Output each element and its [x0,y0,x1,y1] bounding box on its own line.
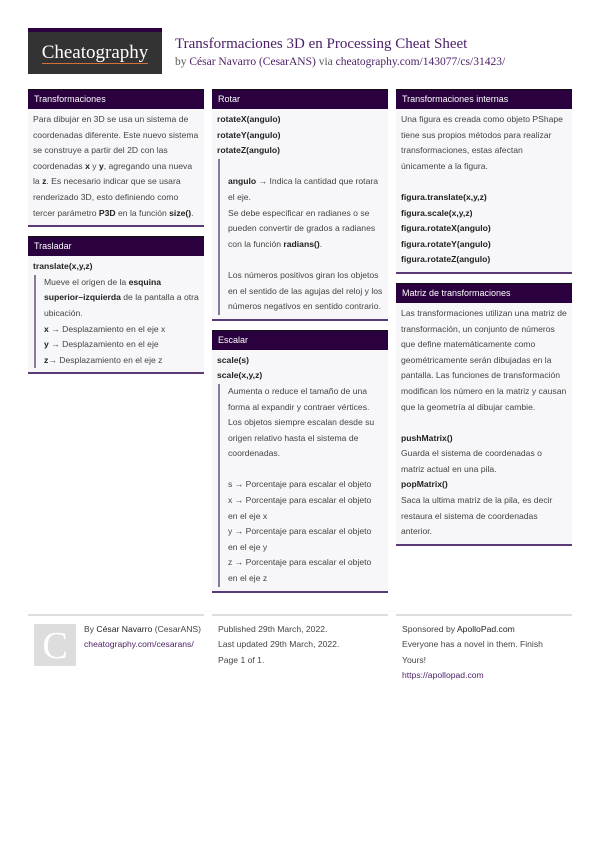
section-header: Matriz de transformaciones [396,283,572,303]
sponsor-tagline: Everyone has a novel in them. Finish Yours! [402,639,543,665]
text: Guarda el sistema de coordenadas o matriz actual en una pila. [401,448,542,474]
text: → Desplazamiento en el eje [48,339,159,350]
cheatography-logo[interactable] [28,28,162,74]
section-body [396,109,572,272]
section-header: Escalar [212,330,388,350]
section-body [28,256,204,372]
spacer [228,159,383,175]
column-1 [28,89,204,383]
bold-text: x [85,160,90,171]
page-number: Page 1 of 1. [218,654,265,665]
sponsor-link[interactable]: https://apollopad.com [402,670,484,681]
code-line: translate(x,y,z) [33,261,93,272]
paragraph [44,322,199,338]
paragraph [401,252,567,268]
text: → Indica la cantidad que rotara el eje. [228,176,378,202]
paragraph [401,206,567,222]
logo-text: Cheatography [41,41,149,63]
via-label: via [318,56,333,68]
paragraph [228,524,383,555]
published-date: Published 29th March, 2022. [218,623,328,634]
text: Los números positivos giran los objetos en el sentido de las agujas del reloj y los números negativos en sentido contrario. [228,269,383,312]
section-header: Transformaciones internas [396,89,572,109]
author-avatar: C [34,624,76,666]
code-line: scale(s) [217,354,250,365]
footer [0,614,600,684]
bold-text: figura.rotateX(angulo) [401,223,491,234]
text: de la pantalla a otra ubicación. [44,292,199,318]
bold-text: popMatrix() [401,479,448,490]
section-transformaciones-internas [396,89,572,274]
footer-author [28,614,204,684]
text: Se debe especificar en radianes o se pueden convertir de grados a radianes con la función [228,207,376,249]
paragraph [401,493,567,540]
spacer [228,252,383,268]
paragraph [228,493,383,524]
paragraph [228,268,383,315]
section-header: Transformaciones [28,89,204,109]
text: . [319,238,323,249]
text: Mueve el origen de la [44,276,129,287]
byline [175,55,505,69]
paragraph [401,477,567,493]
sponsor-name[interactable]: ApolloPad.com [456,623,515,634]
sheet-url-link[interactable]: cheatography.com/143077/cs/31423/ [335,56,506,68]
text: Para dibujar en 3D se usa un sistema de coordenadas diferente. Este nuevo sistema se construye a partir del 2D con las coordenadas [33,114,199,171]
author-name[interactable]: César Navarro [96,623,153,634]
text: s → Porcentaje para escalar el objeto [228,479,372,490]
footer-dates [212,614,388,684]
footer-sponsor [396,614,572,684]
profile-link[interactable]: cheatography.com/cesarans/ [84,639,194,650]
section-escalar [212,330,388,593]
text: Saca la ultima matriz de la pila, es decir restaura el sistema de coordenadas anterior. [401,495,553,537]
bold-text: figura.rotateY(angulo) [401,238,491,249]
section-body [212,109,388,319]
bold-text: radians() [283,238,320,249]
bold-text: size() [169,207,192,218]
by-label: by [175,56,187,68]
text: . [191,207,194,218]
section-rotar [212,89,388,321]
bold-text: figura.scale(x,y,z) [401,207,473,218]
paragraph [401,446,567,477]
page-title: Transformaciones 3D en Processing Cheat Sheet [175,36,468,52]
paragraph [33,112,199,221]
bold-text: esquina superior–izquierda [44,276,162,303]
paragraph [228,477,383,493]
bold-text: pushMatrix() [401,432,453,443]
column-3 [396,89,572,555]
text: y [89,160,99,171]
bold-text: figura.rotateZ(angulo) [401,254,491,265]
paragraph [401,190,567,206]
indented-block [34,275,199,369]
code-line: rotateZ(angulo) [217,145,281,156]
page-header [0,0,600,89]
sponsored-label: Sponsored by [402,623,456,634]
bold-text: x [44,323,49,334]
updated-date: Last updated 29th March, 2022. [218,639,340,650]
text: → Desplazamiento en el eje x [48,323,166,334]
section-body [28,109,204,225]
paragraph [44,275,199,322]
text: x → Porcentaje para escalar el objeto en el eje x [228,495,372,521]
paragraph [401,112,567,174]
code-line: rotateY(angulo) [217,129,281,140]
text: , agregando una nueva la [33,160,193,187]
section-body [396,303,572,544]
paragraph [228,384,383,462]
text: . Es necesario indicar que se usara renderizado 3D, esto definiendo como tercer parámetro [33,176,181,218]
text: en la función [115,207,170,218]
author-link[interactable]: César Navarro (CesarANS) [189,56,316,68]
bold-text: P3D [98,207,116,218]
paragraph [401,306,567,415]
by-label: By [84,623,95,634]
text: Aumenta o reduce el tamaño de una forma al expandir y contraer vértices. Los objetos siempre escalan desde su origen relativo hasta el sistema de coordenadas. [228,385,375,459]
section-transformaciones [28,89,204,227]
columns [0,89,600,602]
author-handle: (CesarANS) [154,623,202,634]
section-header: Trasladar [28,236,204,256]
indented-block [218,384,383,587]
column-2 [212,89,388,602]
paragraph [228,555,383,586]
text: → Desplazamiento en el eje z [48,354,163,365]
spacer [401,174,567,190]
paragraph [228,206,383,253]
bold-text: y [44,339,49,350]
paragraph [44,337,199,353]
section-matriz [396,283,572,546]
bold-text: z [44,354,49,365]
text: z → Porcentaje para escalar el objeto en el eje z [228,557,372,584]
bold-text: figura.translate(x,y,z) [401,191,487,202]
code-line: scale(x,y,z) [217,370,263,381]
paragraph [44,353,199,369]
bold-text: y [98,160,104,171]
paragraph [401,237,567,253]
text: y → Porcentaje para escalar el objeto en el eje y [228,526,372,552]
code-line: rotateX(angulo) [217,114,281,124]
indented-block [218,159,383,315]
paragraph [401,431,567,447]
spacer [228,462,383,478]
spacer [401,415,567,431]
bold-text: z [42,176,47,187]
text: Una figura es creada como objeto PShape tiene sus propios métodos para realizar transformaciones, estas afectan únicamente a la figura. [401,114,563,171]
paragraph [228,174,383,205]
text: Las transformaciones utilizan una matriz de transformación, un conjunto de números que define matemáticamente como geométricamente serán dibujadas en la pantalla. Las funciones de transformación modifican los número en la matriz y causan que la geometría al dibujar cambie. [401,307,567,412]
section-trasladar [28,236,204,374]
bold-text: angulo [228,176,257,187]
paragraph [401,221,567,237]
section-body [212,350,388,591]
section-header: Rotar [212,89,388,109]
